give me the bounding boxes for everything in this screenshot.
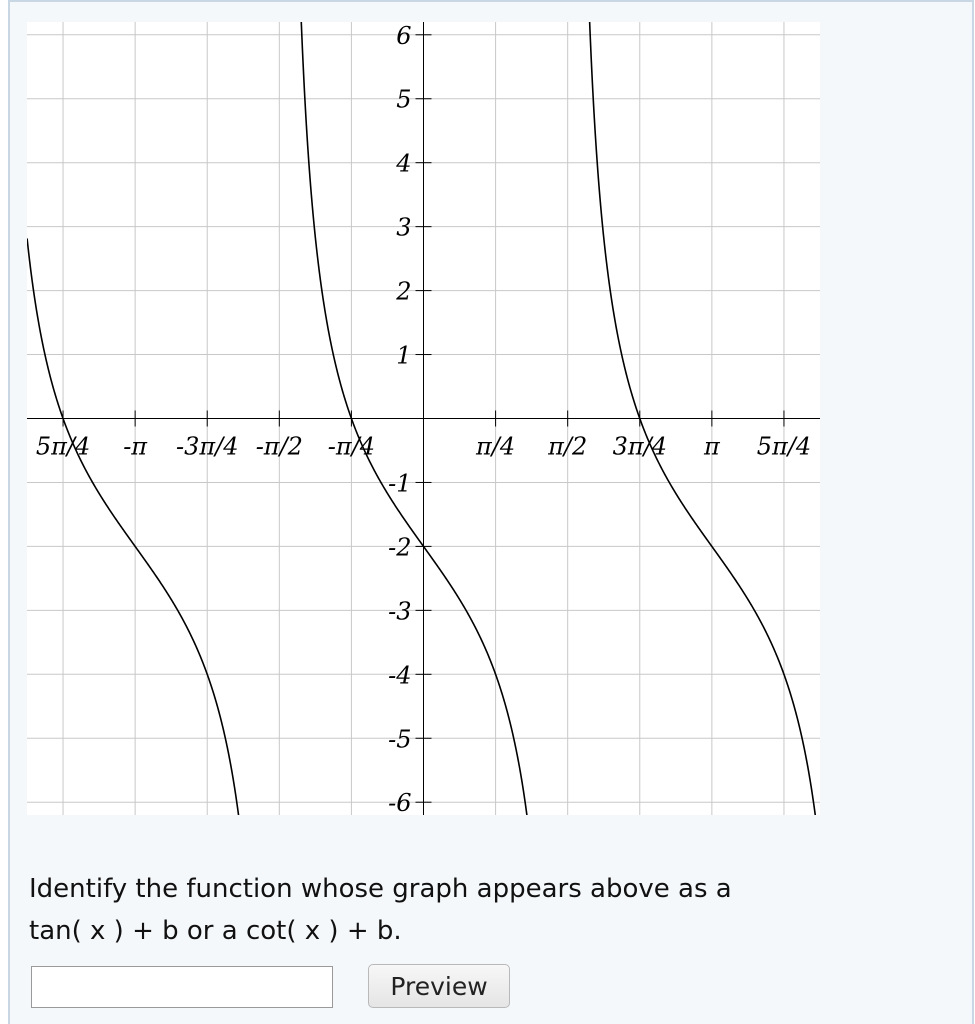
x-tick-label: -π/4: [327, 432, 376, 461]
y-tick-label: -5: [388, 725, 412, 754]
x-tick-label: 3π/4: [612, 432, 667, 461]
y-tick-label: 3: [396, 213, 412, 242]
y-tick-label: 1: [396, 341, 412, 370]
y-tick-label: 4: [396, 149, 412, 178]
x-tick-label: -3π/4: [175, 432, 239, 461]
y-tick-label: -6: [388, 789, 412, 815]
x-tick-label: 5π/4: [35, 432, 91, 461]
preview-button[interactable]: Preview: [368, 964, 510, 1008]
y-tick-label: -2: [388, 533, 412, 562]
question-text: Identify the function whose graph appears above as a tan( x ) + b or a cot( x ) + b.: [29, 874, 732, 946]
y-tick-label: 2: [396, 277, 412, 306]
y-tick-label: -4: [388, 661, 412, 690]
function-graph: [27, 22, 820, 815]
x-tick-label: π: [703, 432, 720, 461]
axes: [27, 22, 820, 815]
x-tick-label: -π/2: [255, 432, 303, 461]
y-tick-label: -1: [388, 469, 412, 498]
y-tick-label: -3: [388, 597, 412, 626]
curve-branch: [27, 238, 279, 815]
y-tick-label: 6: [396, 22, 412, 50]
answer-input[interactable]: [31, 966, 333, 1008]
x-tick-label: 5π/4: [756, 432, 812, 461]
x-tick-label: π/2: [548, 432, 588, 461]
x-tick-label: π/4: [476, 432, 516, 461]
y-tick-label: 5: [396, 85, 412, 114]
x-tick-label: -π: [123, 432, 148, 461]
